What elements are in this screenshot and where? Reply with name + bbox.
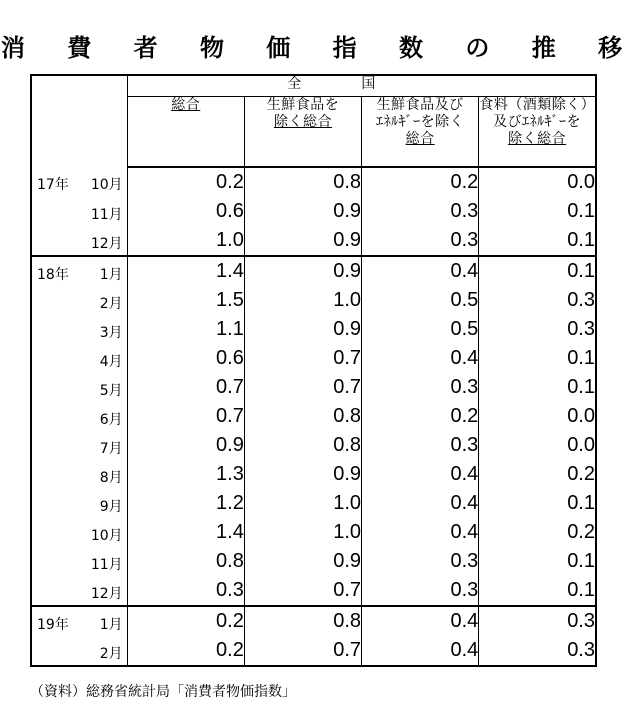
source-note: （資料）総務省統計局「消費者物価指数」 bbox=[30, 684, 296, 700]
month-label: 3月 bbox=[99, 325, 123, 341]
table-row bbox=[31, 518, 596, 547]
table-row bbox=[31, 344, 596, 373]
month-label: 6月 bbox=[99, 412, 123, 428]
row-label bbox=[31, 547, 127, 576]
row-label bbox=[31, 489, 127, 518]
value-cell: 0.5 bbox=[362, 286, 479, 315]
table-row bbox=[31, 606, 596, 636]
value-cell: 0.7 bbox=[244, 344, 361, 373]
value-cell: 0.2 bbox=[362, 402, 479, 431]
row-label bbox=[31, 460, 127, 489]
month-label: 1月 bbox=[99, 617, 123, 633]
value-cell: 0.2 bbox=[479, 460, 596, 489]
column-header-total bbox=[127, 97, 244, 168]
value-cell: 0.8 bbox=[244, 431, 361, 460]
value-cell: 0.0 bbox=[479, 167, 596, 197]
row-label bbox=[31, 636, 127, 666]
value-cell: 0.8 bbox=[244, 606, 361, 636]
value-cell: 0.4 bbox=[362, 460, 479, 489]
value-cell: 0.4 bbox=[362, 606, 479, 636]
row-label bbox=[31, 576, 127, 606]
value-cell: 1.0 bbox=[244, 518, 361, 547]
value-cell: 1.2 bbox=[127, 489, 244, 518]
month-label: 10月 bbox=[90, 528, 123, 544]
row-label bbox=[31, 226, 127, 256]
row-label bbox=[31, 315, 127, 344]
row-label bbox=[31, 606, 127, 636]
table-row bbox=[31, 636, 596, 666]
value-cell: 0.3 bbox=[362, 431, 479, 460]
value-cell: 0.1 bbox=[479, 489, 596, 518]
table-row bbox=[31, 431, 596, 460]
value-cell: 0.3 bbox=[479, 636, 596, 666]
value-cell: 0.2 bbox=[362, 167, 479, 197]
value-cell: 1.3 bbox=[127, 460, 244, 489]
table-body bbox=[31, 167, 596, 666]
page-title: 消 費 者 物 価 指 数 の 推 移 bbox=[0, 34, 640, 62]
cpi-table bbox=[30, 74, 597, 667]
value-cell: 0.6 bbox=[127, 197, 244, 226]
value-cell: 0.2 bbox=[127, 636, 244, 666]
table-row bbox=[31, 576, 596, 606]
header-line: 総合 bbox=[171, 97, 201, 113]
value-cell: 0.4 bbox=[362, 636, 479, 666]
header-line: 総合 bbox=[405, 131, 435, 147]
value-cell: 0.2 bbox=[127, 167, 244, 197]
row-label bbox=[31, 197, 127, 226]
month-label: 1月 bbox=[99, 267, 123, 283]
column-header-food-energy-label bbox=[479, 97, 595, 148]
value-cell: 0.0 bbox=[479, 431, 596, 460]
value-cell: 0.9 bbox=[244, 460, 361, 489]
row-label bbox=[31, 256, 127, 286]
column-header-core-core bbox=[362, 97, 479, 168]
value-cell: 0.1 bbox=[479, 256, 596, 286]
month-label: 5月 bbox=[99, 383, 123, 399]
year-label: 17年 bbox=[37, 177, 69, 193]
value-cell: 0.1 bbox=[479, 226, 596, 256]
table-row bbox=[31, 373, 596, 402]
table-row bbox=[31, 402, 596, 431]
value-cell: 0.1 bbox=[479, 197, 596, 226]
table-row bbox=[31, 315, 596, 344]
value-cell: 0.7 bbox=[244, 373, 361, 402]
value-cell: 0.3 bbox=[479, 286, 596, 315]
month-label: 7月 bbox=[99, 441, 123, 457]
row-label bbox=[31, 431, 127, 460]
value-cell: 0.4 bbox=[362, 518, 479, 547]
month-label: 10月 bbox=[90, 177, 123, 193]
value-cell: 0.2 bbox=[479, 518, 596, 547]
national-header: 全国 bbox=[127, 75, 596, 97]
value-cell: 0.4 bbox=[362, 489, 479, 518]
year-label: 18年 bbox=[37, 267, 69, 283]
value-cell: 0.7 bbox=[127, 373, 244, 402]
value-cell: 0.4 bbox=[362, 256, 479, 286]
row-label bbox=[31, 373, 127, 402]
value-cell: 0.4 bbox=[362, 344, 479, 373]
value-cell: 0.9 bbox=[127, 431, 244, 460]
value-cell: 0.3 bbox=[479, 315, 596, 344]
value-cell: 0.9 bbox=[244, 226, 361, 256]
header-line: 生鮮食品を bbox=[266, 97, 340, 113]
value-cell: 0.9 bbox=[244, 197, 361, 226]
column-header-core-label bbox=[245, 97, 361, 131]
value-cell: 0.7 bbox=[244, 576, 361, 606]
value-cell: 1.1 bbox=[127, 315, 244, 344]
header-line: 生鮮食品及び bbox=[376, 97, 464, 113]
value-cell: 0.3 bbox=[127, 576, 244, 606]
value-cell: 0.7 bbox=[244, 636, 361, 666]
column-header-food-energy bbox=[479, 97, 596, 168]
column-header-total-label bbox=[128, 97, 244, 114]
month-label: 2月 bbox=[99, 646, 123, 662]
value-cell: 0.3 bbox=[362, 576, 479, 606]
value-cell: 0.3 bbox=[479, 606, 596, 636]
value-cell: 0.9 bbox=[244, 547, 361, 576]
row-label bbox=[31, 344, 127, 373]
header-line: 除く総合 bbox=[508, 131, 567, 147]
value-cell: 1.0 bbox=[127, 226, 244, 256]
table-row bbox=[31, 460, 596, 489]
value-cell: 0.6 bbox=[127, 344, 244, 373]
value-cell: 0.5 bbox=[362, 315, 479, 344]
month-label: 12月 bbox=[90, 586, 123, 602]
row-label bbox=[31, 286, 127, 315]
table-row bbox=[31, 286, 596, 315]
header-line: 食料（酒類除く） bbox=[479, 97, 596, 113]
row-label-header bbox=[31, 75, 127, 167]
value-cell: 0.9 bbox=[244, 315, 361, 344]
value-cell: 1.0 bbox=[244, 286, 361, 315]
table-row bbox=[31, 226, 596, 256]
value-cell: 0.8 bbox=[244, 402, 361, 431]
value-cell: 1.4 bbox=[127, 518, 244, 547]
value-cell: 0.3 bbox=[362, 547, 479, 576]
value-cell: 0.3 bbox=[362, 197, 479, 226]
value-cell: 1.4 bbox=[127, 256, 244, 286]
value-cell: 0.8 bbox=[244, 167, 361, 197]
year-label: 19年 bbox=[37, 617, 69, 633]
month-label: 8月 bbox=[99, 470, 123, 486]
table-row bbox=[31, 197, 596, 226]
header-line: 除く総合 bbox=[273, 114, 332, 130]
value-cell: 0.1 bbox=[479, 576, 596, 606]
header-line: 及びｴﾈﾙｷﾞｰを bbox=[493, 114, 582, 130]
month-label: 11月 bbox=[90, 207, 123, 223]
month-label: 12月 bbox=[90, 236, 123, 252]
value-cell: 0.2 bbox=[127, 606, 244, 636]
table-row bbox=[31, 489, 596, 518]
value-cell: 0.9 bbox=[244, 256, 361, 286]
month-label: 11月 bbox=[90, 557, 123, 573]
header-line: ｴﾈﾙｷﾞｰを除く bbox=[376, 114, 465, 130]
month-label: 4月 bbox=[99, 354, 123, 370]
value-cell: 0.7 bbox=[127, 402, 244, 431]
value-cell: 0.3 bbox=[362, 373, 479, 402]
value-cell: 0.1 bbox=[479, 373, 596, 402]
value-cell: 0.0 bbox=[479, 402, 596, 431]
value-cell: 1.0 bbox=[244, 489, 361, 518]
table-row bbox=[31, 256, 596, 286]
value-cell: 0.8 bbox=[127, 547, 244, 576]
month-label: 9月 bbox=[99, 499, 123, 515]
table-row bbox=[31, 547, 596, 576]
value-cell: 1.5 bbox=[127, 286, 244, 315]
value-cell: 0.1 bbox=[479, 344, 596, 373]
value-cell: 0.1 bbox=[479, 547, 596, 576]
row-label bbox=[31, 518, 127, 547]
month-label: 2月 bbox=[99, 296, 123, 312]
row-label bbox=[31, 167, 127, 197]
value-cell: 0.3 bbox=[362, 226, 479, 256]
table-row bbox=[31, 167, 596, 197]
column-header-core bbox=[244, 97, 361, 168]
row-label bbox=[31, 402, 127, 431]
column-header-core-core-label bbox=[362, 97, 478, 148]
